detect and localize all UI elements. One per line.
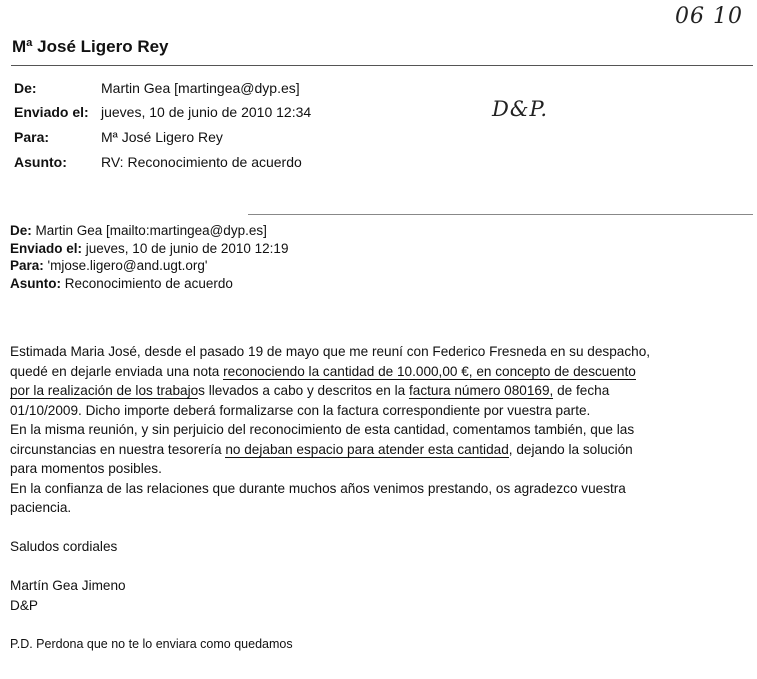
body-text: s llevados a cabo y descritos en la — [198, 383, 409, 398]
subject-value: RV: Reconocimiento de acuerdo — [101, 154, 302, 170]
underlined-invoice: factura número 080169, — [408, 383, 554, 398]
forwarded-header — [10, 222, 288, 292]
spacer — [10, 518, 750, 538]
signature-name: Martín Gea Jimeno — [10, 578, 126, 593]
body-text: de fecha — [553, 383, 610, 398]
body-text: circunstancias en nuestra tesorería — [10, 441, 226, 457]
fw-sent-label: Enviado el: — [10, 240, 83, 256]
fw-from-label: De: — [10, 223, 32, 238]
from-value: Martin Gea [martingea@dyp.es] — [101, 80, 300, 96]
email-body — [10, 342, 750, 654]
body-line — [10, 381, 750, 401]
body-line: paciencia. — [10, 500, 72, 515]
greeting: Saludos cordiales — [10, 539, 118, 554]
to-label: Para: — [14, 129, 50, 145]
header-divider — [11, 65, 753, 66]
postscript: P.D. Perdona que no te lo enviara como quedamos — [10, 636, 293, 651]
handwritten-number: 06 10 — [675, 4, 743, 29]
fw-from-row — [10, 222, 288, 240]
fw-sent-value: jueves, 10 de junio de 2010 12:19 — [85, 240, 289, 256]
body-line: Estimada Maria José, desde el pasado 19 de mayo que me reuní con Federico Fresneda en su despacho, — [10, 344, 651, 359]
fw-sent-row — [10, 240, 288, 258]
signature-company: D&P — [10, 597, 38, 613]
mailbox-owner-name: Mª José Ligero Rey — [12, 37, 169, 56]
sent-label: Enviado el: — [14, 104, 89, 120]
underlined-amount: reconociendo la cantidad de 10.000,00 €, en concepto de descuento — [223, 363, 636, 379]
spacer — [10, 615, 750, 635]
handwritten-initials: D&P. — [492, 97, 549, 121]
fw-subject-label: Asunto: — [10, 275, 61, 291]
forward-divider — [248, 214, 753, 215]
body-text: quedé en dejarle enviada una nota — [10, 363, 224, 379]
body-line — [10, 440, 750, 460]
body-line: En la misma reunión, y sin perjuicio del reconocimiento de esta cantidad, comentamos también, que las — [10, 422, 635, 437]
body-text: , dejando la solución — [508, 441, 633, 457]
underlined-treasury: no dejaban espacio para atender esta cantidad — [225, 441, 509, 457]
fw-to-value: 'mjose.ligero@and.ugt.org' — [47, 258, 208, 273]
from-label: De: — [14, 80, 37, 96]
underlined-works: por la realización de los trabajo — [10, 383, 199, 398]
fw-to-row — [10, 257, 288, 275]
body-line: En la confianza de las relaciones que durante muchos años venimos prestando, os agradezco vuestra — [10, 480, 626, 496]
to-value: Mª José Ligero Rey — [101, 129, 223, 145]
fw-subject-row — [10, 275, 288, 293]
fw-from-value: Martin Gea [mailto:martingea@dyp.es] — [35, 223, 267, 238]
fw-subject-value: Reconocimiento de acuerdo — [64, 275, 233, 291]
spacer — [10, 557, 750, 577]
body-line: 01/10/2009. Dicho importe deberá formalizarse con la factura correspondiente por vuestra parte. — [10, 402, 591, 418]
fw-to-label: Para: — [10, 258, 44, 273]
body-line — [10, 362, 750, 382]
subject-label: Asunto: — [14, 154, 67, 170]
sent-value: jueves, 10 de junio de 2010 12:34 — [101, 104, 312, 120]
body-line: para momentos posibles. — [10, 461, 162, 476]
